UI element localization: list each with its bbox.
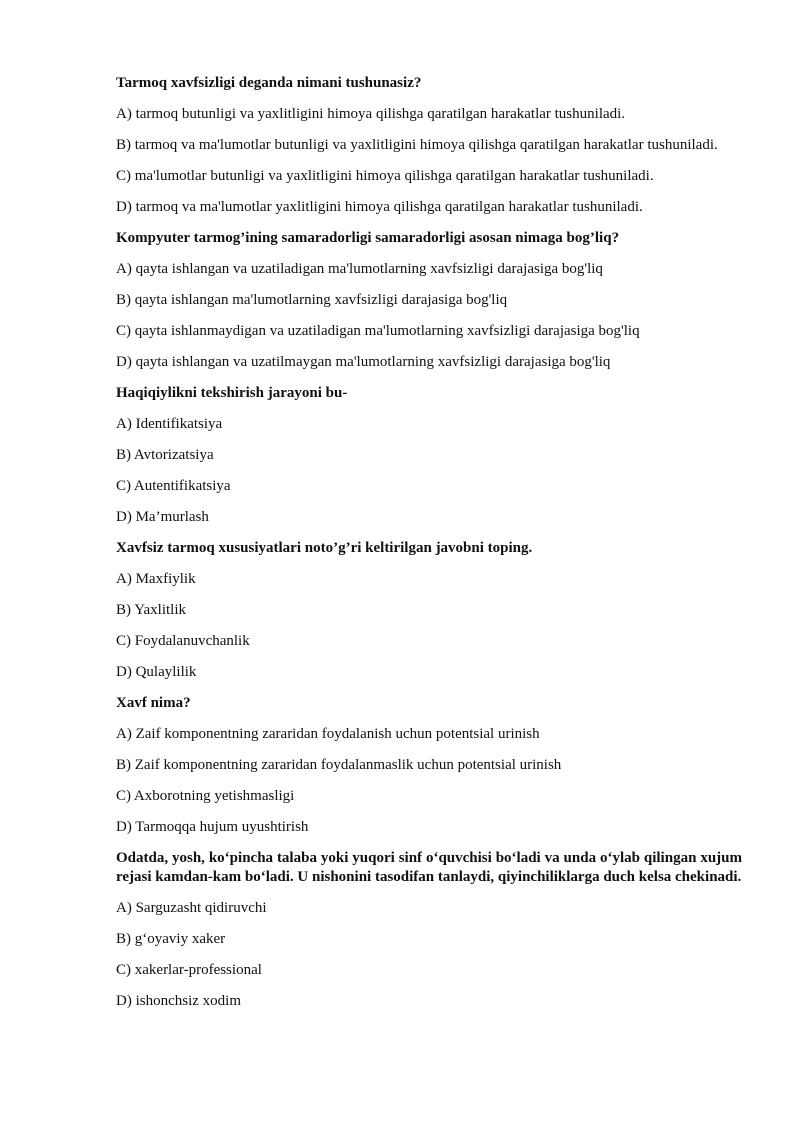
question-1-option-b: B) tarmoq va ma'lumotlar butunligi va yaxlitligini himoya qilishga qaratilgan harakatlar tushuniladi. bbox=[116, 137, 718, 153]
question-2-option-b: B) qayta ishlangan ma'lumotlarning xavfsizligi darajasiga bog'liq bbox=[116, 292, 508, 308]
question-4-option-b: B) Yaxlitlik bbox=[116, 602, 187, 618]
question-5-option-b: B) Zaif komponentning zararidan foydalanmaslik uchun potentsial urinish bbox=[116, 757, 562, 773]
question-3-option-a: A) Identifikatsiya bbox=[116, 416, 223, 432]
question-4-option-c: C) Foydalanuvchanlik bbox=[116, 633, 250, 649]
question-5-option-c: C) Axborotning yetishmasligi bbox=[116, 788, 295, 804]
question-1-option-a: A) tarmoq butunligi va yaxlitligini himoya qilishga qaratilgan harakatlar tushuniladi. bbox=[116, 106, 626, 122]
question-6-option-a: A) Sarguzasht qidiruvchi bbox=[116, 900, 267, 916]
question-4: Xavfsiz tarmoq xususiyatlari noto’g’ri keltirilgan javobni toping. bbox=[116, 540, 533, 556]
question-1: Tarmoq xavfsizligi deganda nimani tushunasiz? bbox=[116, 75, 422, 91]
question-4-option-d: D) Qulaylilik bbox=[116, 664, 197, 680]
question-6: Odatda, yosh, ko‘pincha talaba yoki yuqori sinf o‘quvchisi bo‘ladi va unda o‘ylab qilingan xujum rejasi kamdan-kam bo‘ladi. U nishonini tasodifan tanlaydi, qiyinchiliklarga duch kelsa chekinadi. bbox=[116, 850, 742, 885]
question-5: Xavf nima? bbox=[116, 695, 191, 711]
question-6-option-c: C) xakerlar-professional bbox=[116, 962, 262, 978]
question-2: Kompyuter tarmog’ining samaradorligi samaradorligi asosan nimaga bog’liq? bbox=[116, 230, 620, 246]
question-3-option-b: B) Avtorizatsiya bbox=[116, 447, 214, 463]
question-3: Haqiqiylikni tekshirish jarayoni bu- bbox=[116, 385, 348, 401]
question-1-option-c: C) ma'lumotlar butunligi va yaxlitligini himoya qilishga qaratilgan harakatlar tushuniladi. bbox=[116, 168, 654, 184]
question-5-option-a: A) Zaif komponentning zararidan foydalanish uchun potentsial urinish bbox=[116, 726, 540, 742]
question-4-option-a: A) Maxfiylik bbox=[116, 571, 196, 587]
question-3-option-c: C) Autentifikatsiya bbox=[116, 478, 231, 494]
question-6-option-d: D) ishonchsiz xodim bbox=[116, 993, 241, 1009]
question-2-option-c: C) qayta ishlanmaydigan va uzatiladigan ma'lumotlarning xavfsizligi darajasiga bog'liq bbox=[116, 323, 640, 339]
question-2-option-d: D) qayta ishlangan va uzatilmaygan ma'lumotlarning xavfsizligi darajasiga bog'liq bbox=[116, 354, 611, 370]
question-6-option-b: B) g‘oyaviy xaker bbox=[116, 931, 226, 947]
question-2-option-a: A) qayta ishlangan va uzatiladigan ma'lumotlarning xavfsizligi darajasiga bog'liq bbox=[116, 261, 603, 277]
question-5-option-d: D) Tarmoqqa hujum uyushtirish bbox=[116, 819, 309, 835]
question-3-option-d: D) Ma’murlash bbox=[116, 509, 209, 525]
question-1-option-d: D) tarmoq va ma'lumotlar yaxlitligini himoya qilishga qaratilgan harakatlar tushuniladi. bbox=[116, 199, 643, 215]
